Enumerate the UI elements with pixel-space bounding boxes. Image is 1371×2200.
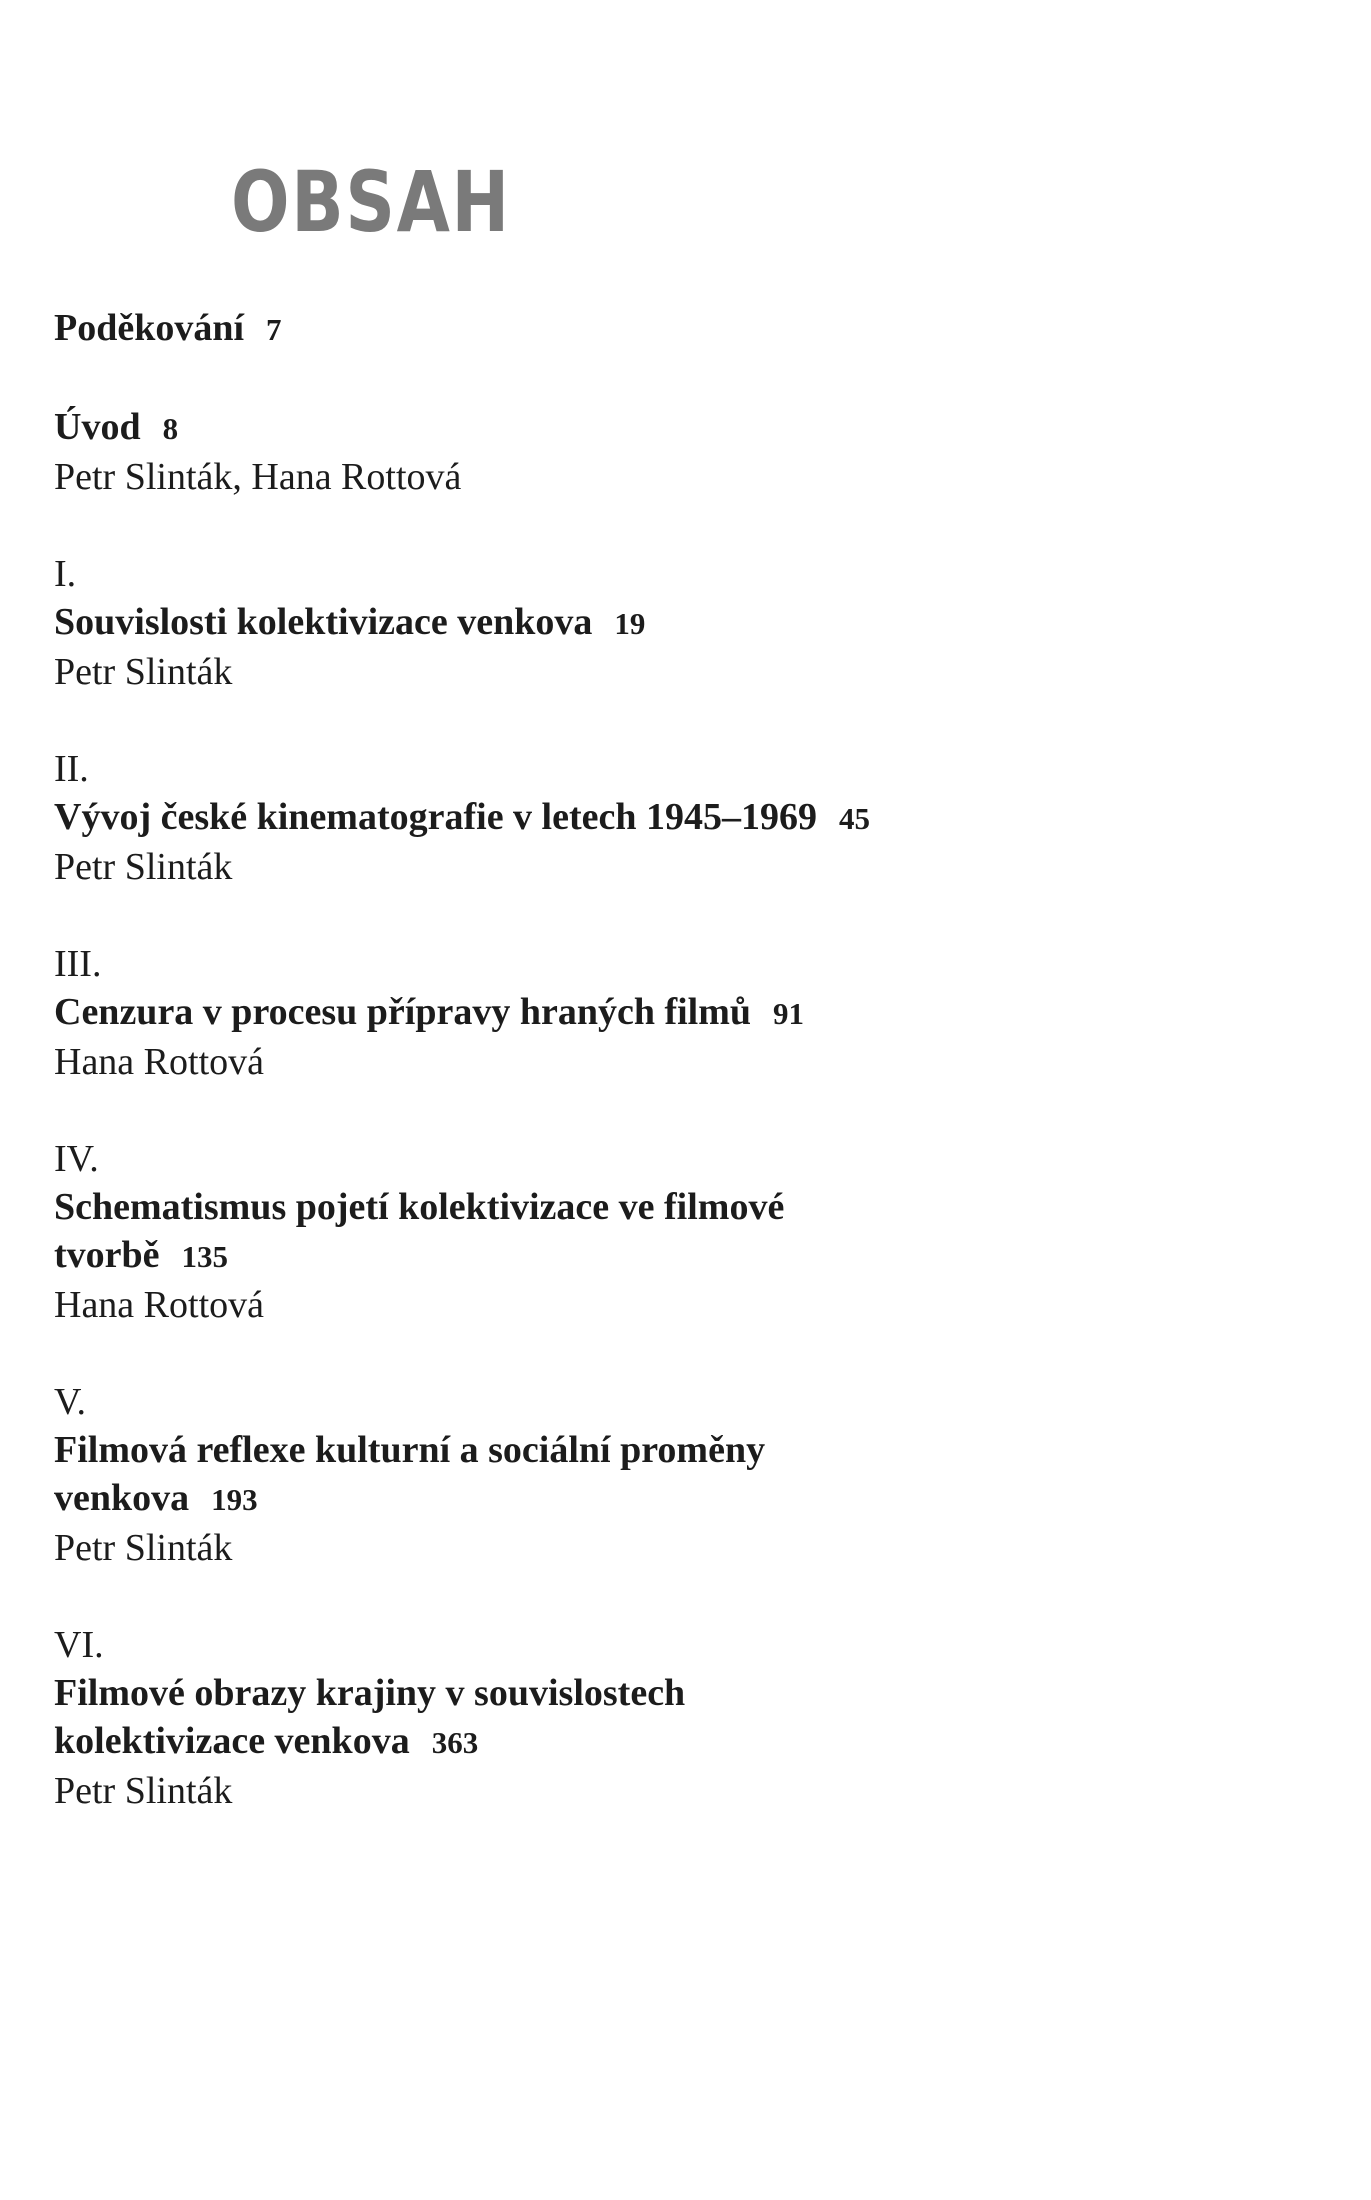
- toc-entry-numeral: I.: [54, 553, 77, 595]
- toc-entry-title-line: [54, 598, 904, 648]
- toc-entry-title: Úvod: [54, 406, 141, 448]
- toc-entry-title-line: [54, 1426, 894, 1524]
- toc-entry-chapter-6: [54, 1621, 1254, 1815]
- toc-entry-title-line: [54, 403, 904, 453]
- toc-entry-chapter-2: [54, 745, 1254, 891]
- toc-entry-author: Petr Slinták, Hana Rottová: [54, 456, 462, 498]
- toc-entry-page-number: 91: [773, 996, 805, 1031]
- toc-entry-numeral: V.: [54, 1381, 87, 1423]
- toc-entry-author: Hana Rottová: [54, 1041, 265, 1083]
- toc-entry-chapter-4: [54, 1135, 1254, 1329]
- toc-entry-page-number: 363: [431, 1725, 479, 1760]
- toc-entry-title-line: [54, 988, 1054, 1038]
- toc-entry-numeral: II.: [54, 748, 89, 790]
- toc-entry-author: Petr Slinták: [54, 846, 233, 888]
- toc-entry-acknowledgements: [54, 304, 1254, 354]
- toc-entry-page-number: 7: [266, 312, 282, 347]
- table-of-contents: [54, 304, 1254, 1864]
- toc-entry-author: Petr Slinták: [54, 651, 233, 693]
- toc-entry-title-line: [54, 1183, 914, 1281]
- toc-entry-title-line: [54, 304, 904, 354]
- toc-entry-author: Petr Slinták: [54, 1527, 233, 1569]
- toc-entry-author: Hana Rottová: [54, 1284, 265, 1326]
- toc-entry-title: Souvislosti kolektivizace venkova: [54, 601, 593, 643]
- toc-entry-page-number: 19: [614, 606, 646, 641]
- toc-entry-page-number: 45: [839, 801, 871, 836]
- toc-entry-numeral: III.: [54, 943, 102, 985]
- toc-entry-page-number: 193: [211, 1482, 258, 1517]
- toc-entry-title-line: [54, 1669, 814, 1767]
- toc-entry-title: Cenzura v procesu přípravy hraných filmů: [54, 991, 752, 1033]
- toc-entry-title: Filmové obrazy krajiny v souvislostech kolektivizace venkova: [54, 1672, 686, 1762]
- toc-entry-title: Vývoj české kinematografie v letech 1945–1969: [54, 796, 818, 838]
- toc-entry-chapter-1: [54, 550, 1254, 696]
- toc-entry-title: Schematismus pojetí kolektivizace ve filmové tvorbě: [54, 1186, 785, 1276]
- toc-entry-title: Poděkování: [54, 307, 245, 349]
- toc-entry-chapter-3: [54, 940, 1254, 1086]
- toc-entry-numeral: IV.: [54, 1138, 99, 1180]
- toc-entry-introduction: [54, 403, 1254, 501]
- page-title: OBSAH: [231, 153, 511, 251]
- toc-entry-page-number: 8: [162, 411, 179, 446]
- toc-entry-title-line: [54, 793, 1054, 843]
- toc-entry-title: Filmová reflexe kulturní a sociální proměny venkova: [54, 1429, 766, 1519]
- toc-entry-author: Petr Slinták: [54, 1770, 233, 1812]
- toc-entry-chapter-5: [54, 1378, 1254, 1572]
- toc-entry-page-number: 135: [181, 1239, 229, 1274]
- toc-entry-numeral: VI.: [54, 1624, 104, 1666]
